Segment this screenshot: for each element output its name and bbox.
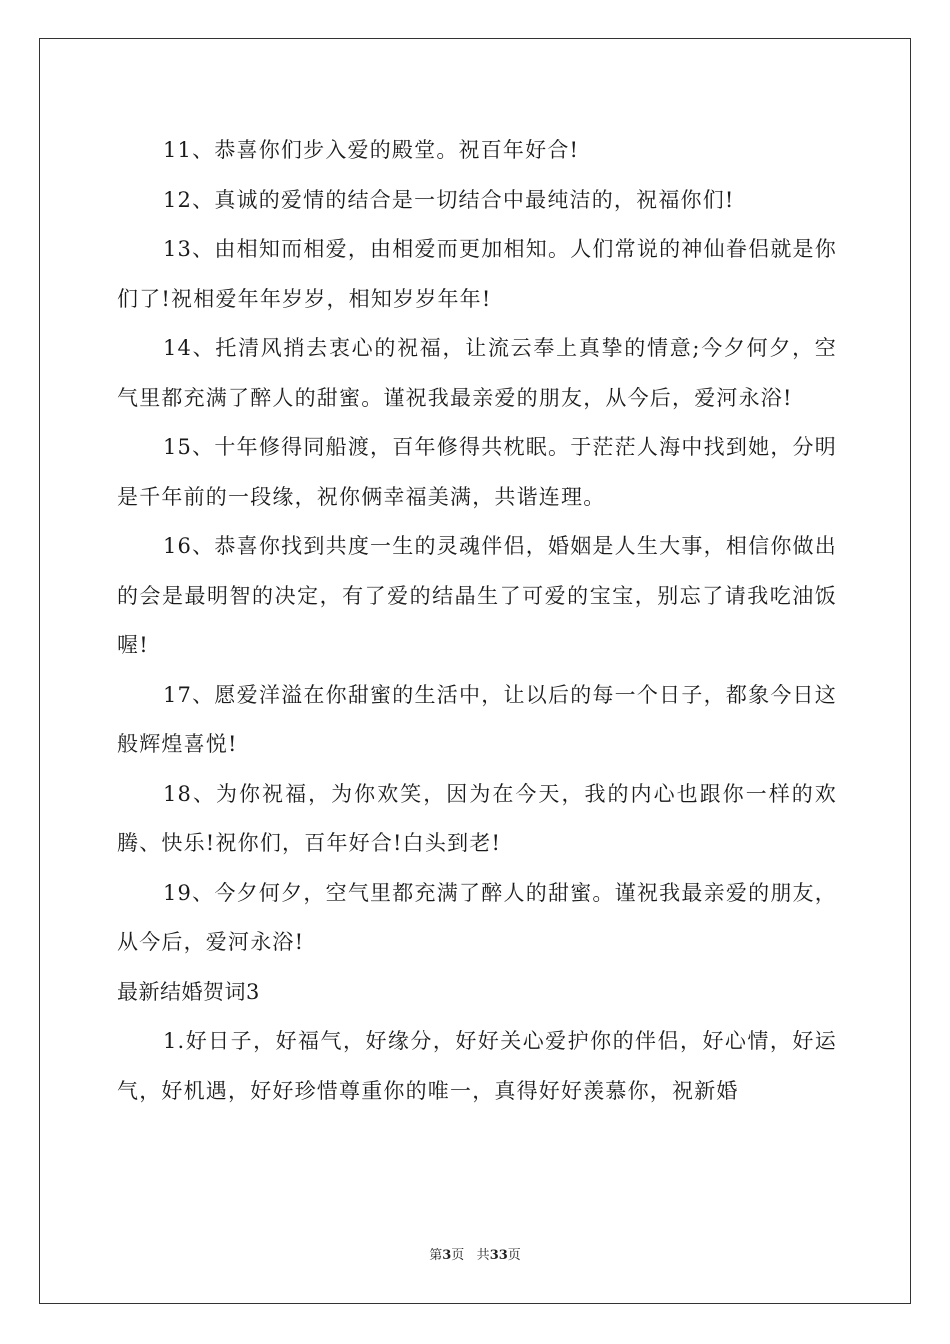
current-page-number: 3 — [442, 1248, 452, 1263]
paragraph-14: 14、托清风捎去衷心的祝福，让流云奉上真挚的情意;今夕何夕，空气里都充满了醉人的甜蜜。谨祝我最亲爱的朋友，从今后，爱河永浴! — [117, 336, 837, 410]
footer-page-word: 页 — [451, 1248, 465, 1263]
paragraph-18: 18、为你祝福，为你欢笑，因为在今天，我的内心也跟你一样的欢腾、快乐!祝你们，百年好合!白头到老! — [117, 781, 837, 855]
paragraph-19: 19、今夕何夕，空气里都充满了醉人的甜蜜。谨祝我最亲爱的朋友，从今后，爱河永浴! — [117, 880, 837, 954]
paragraph-11: 11、恭喜你们步入爱的殿堂。祝百年好合! — [163, 138, 580, 162]
page-footer — [0, 1247, 950, 1265]
paragraph-12: 12、真诚的爱情的结合是一切结合中最纯洁的，祝福你们! — [163, 187, 735, 212]
paragraph-13: 13、由相知而相爱，由相爱而更加相知。人们常说的神仙眷侣就是你们了!祝相爱年年岁岁，相知岁岁年年! — [117, 237, 837, 311]
footer-total-prefix: 共 — [476, 1248, 490, 1263]
total-pages-number: 33 — [489, 1248, 508, 1263]
section-heading: 最新结婚贺词3 — [117, 979, 260, 1004]
document-body — [117, 126, 837, 1116]
section-paragraph-1: 1.好日子，好福气，好缘分，好好关心爱护你的伴侣，好心情，好运气，好机遇，好好珍惜尊重你的唯一，真得好好羡慕你，祝新婚 — [117, 1029, 837, 1103]
paragraph-16: 16、恭喜你找到共度一生的灵魂伴侣，婚姻是人生大事，相信你做出的会是最明智的决定，有了爱的结晶生了可爱的宝宝，别忘了请我吃油饭喔! — [117, 534, 837, 657]
paragraph-17: 17、愿爱洋溢在你甜蜜的生活中，让以后的每一个日子，都象今日这般辉煌喜悦! — [117, 682, 837, 756]
footer-prefix: 第 — [429, 1248, 443, 1263]
footer-total-suffix: 页 — [507, 1248, 521, 1263]
paragraph-15: 15、十年修得同船渡，百年修得共枕眠。于茫茫人海中找到她，分明是千年前的一段缘，祝你俩幸福美满，共谐连理。 — [117, 435, 837, 509]
